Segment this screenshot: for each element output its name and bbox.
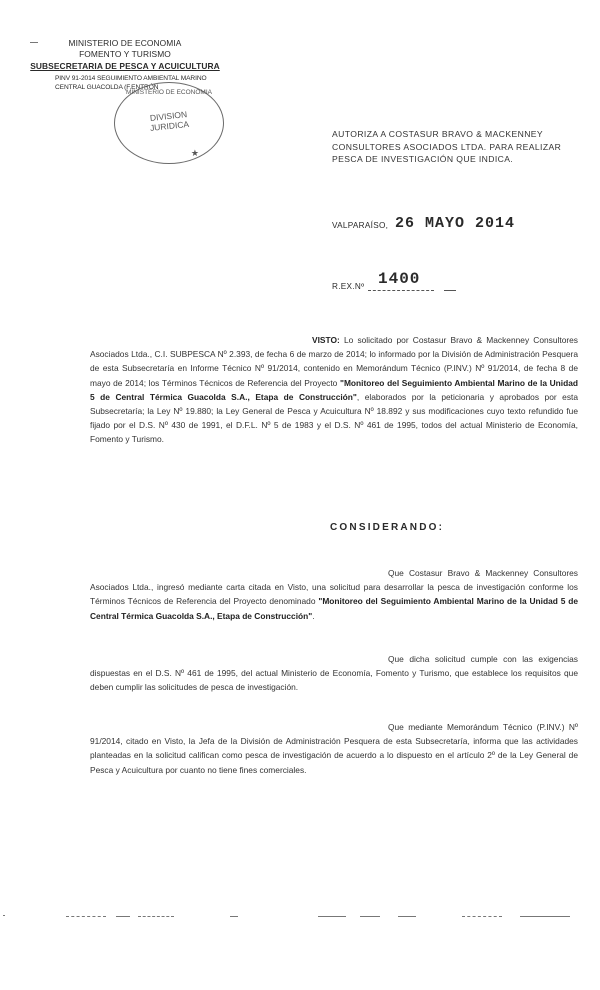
footer-rule-8 [462, 916, 502, 917]
reference-line-2: CENTRAL GUACOLDA (F.ENTRÓN [55, 84, 159, 91]
number-underline [368, 290, 434, 291]
scan-mark [30, 42, 38, 43]
resolution-subject: AUTORIZA A COSTASUR BRAVO & MACKENNEY CONSULTORES ASOCIADOS LTDA. PARA REALIZAR PESCA DE INVESTIGACIÓN QUE INDICA. [332, 129, 562, 164]
resolution-date: 26 MAYO 2014 [395, 215, 516, 232]
considerando-paragraph-3: Que mediante Memorándum Técnico (P.INV.) Nº 91/2014, citado en Visto, la Jefa de la División de Administración Pesquera de esta Subsecretaría, informa que las actividades planteadas en la solicitud califican como pesca de investigación de acuerdo a lo dispuesto en el artículo 2º de la Ley General de Pesca y Acuicultura por cuanto no tiene fines comerciales. [90, 722, 578, 775]
star-icon: ★ [190, 148, 199, 158]
considerando-paragraph-1 [90, 566, 578, 623]
visto-label: VISTO: [312, 335, 340, 345]
footer-rule-5 [318, 916, 346, 917]
scan-dot [3, 915, 5, 916]
ministry-subtitle: FOMENTO Y TURISMO [79, 49, 171, 59]
footer-rule-2 [116, 916, 130, 917]
considerando-1-project-name: "Monitoreo del Seguimiento Ambiental Marino de la Unidad 5 de Central Térmica Guacolda S.A., Etapa de Construcción" [90, 596, 578, 621]
considerando-heading: CONSIDERANDO: [330, 522, 445, 533]
footer-rule-6 [360, 916, 380, 917]
footer-rule-3 [138, 916, 174, 917]
stamp-center-text [142, 108, 196, 133]
footer-rule-1 [66, 916, 106, 917]
considerando-paragraph-2: Que dicha solicitud cumple con las exigencias dispuestas en el D.S. Nº 461 de 1995, del actual Ministerio de Economía, Fomento y Turismo, que establece los requisitos que deben cumplir las solicitudes de pesca de investigación. [90, 654, 578, 693]
visto-paragraph [90, 333, 578, 447]
ministry-name: MINISTERIO DE ECONOMIA [68, 38, 182, 48]
stamp-line-1: DIVISION [149, 109, 188, 123]
stamp-ring-text: MINISTERIO DE ECONOMIA [126, 89, 212, 96]
number-underline-tail [444, 290, 456, 291]
footer-rule-9 [520, 916, 570, 917]
resolution-number-label: R.EX.Nº [332, 282, 365, 291]
visto-text-1: Lo solicitado por Costasur Bravo & Mackenney Consultores Asociados Ltda., C.I. SUBPESCA Nº 2.393, de fecha 6 de marzo de 2014; lo informado por la División de Administración Pesquera de esta Subsecretaría en Informe Técnico Nº 91/2014, contenido en Memorándum Técnico (P.INV.) Nº 91/2014, de fecha 8 de mayo de 2014; los Términos Técnicos de Referencia del Proyecto [90, 335, 578, 388]
considerando-1-text: Que Costasur Bravo & Mackenney Consultores Asociados Ltda., ingresó mediante carta citada en Visto, una solicitud para desarrollar la pesca de investigación conforme los Términos Técnicos de Referencia del Proyecto denominado [90, 568, 578, 607]
resolution-number: 1400 [378, 270, 421, 288]
footer-rule-7 [398, 916, 416, 917]
footer-rule-4 [230, 916, 238, 917]
stamp-line-2: JURIDICA [149, 118, 190, 133]
subsecretariat-name: SUBSECRETARIA DE PESCA Y ACUICULTURA [30, 61, 220, 71]
reference-line-1: PINV 91-2014 SEGUIMIENTO AMBIENTAL MARINO [55, 75, 207, 82]
visto-text-2: , elaborados por la peticionaria y aprobados por esta Subsecretaría; la Ley Nº 19.880; la Ley General de Pesca y Acuicultura Nº 18.892 y sus modificaciones cuyo texto refundido fue fijado por el D.S. Nº 430 de 1991, el D.F.L. Nº 5 de 1983 y el D.S. Nº 461 de 1995, todos del actual Ministerio de Economía, Fomento y Turismo. [90, 391, 578, 445]
considerando-1-end: . [312, 610, 315, 621]
division-stamp [114, 82, 224, 164]
place-label: VALPARAÍSO, [332, 221, 389, 230]
visto-project-name: "Monitoreo del Seguimiento Ambiental Marino de la Unidad 5 de Central Térmica Guacolda S.A., Etapa de Construcción" [90, 377, 578, 402]
